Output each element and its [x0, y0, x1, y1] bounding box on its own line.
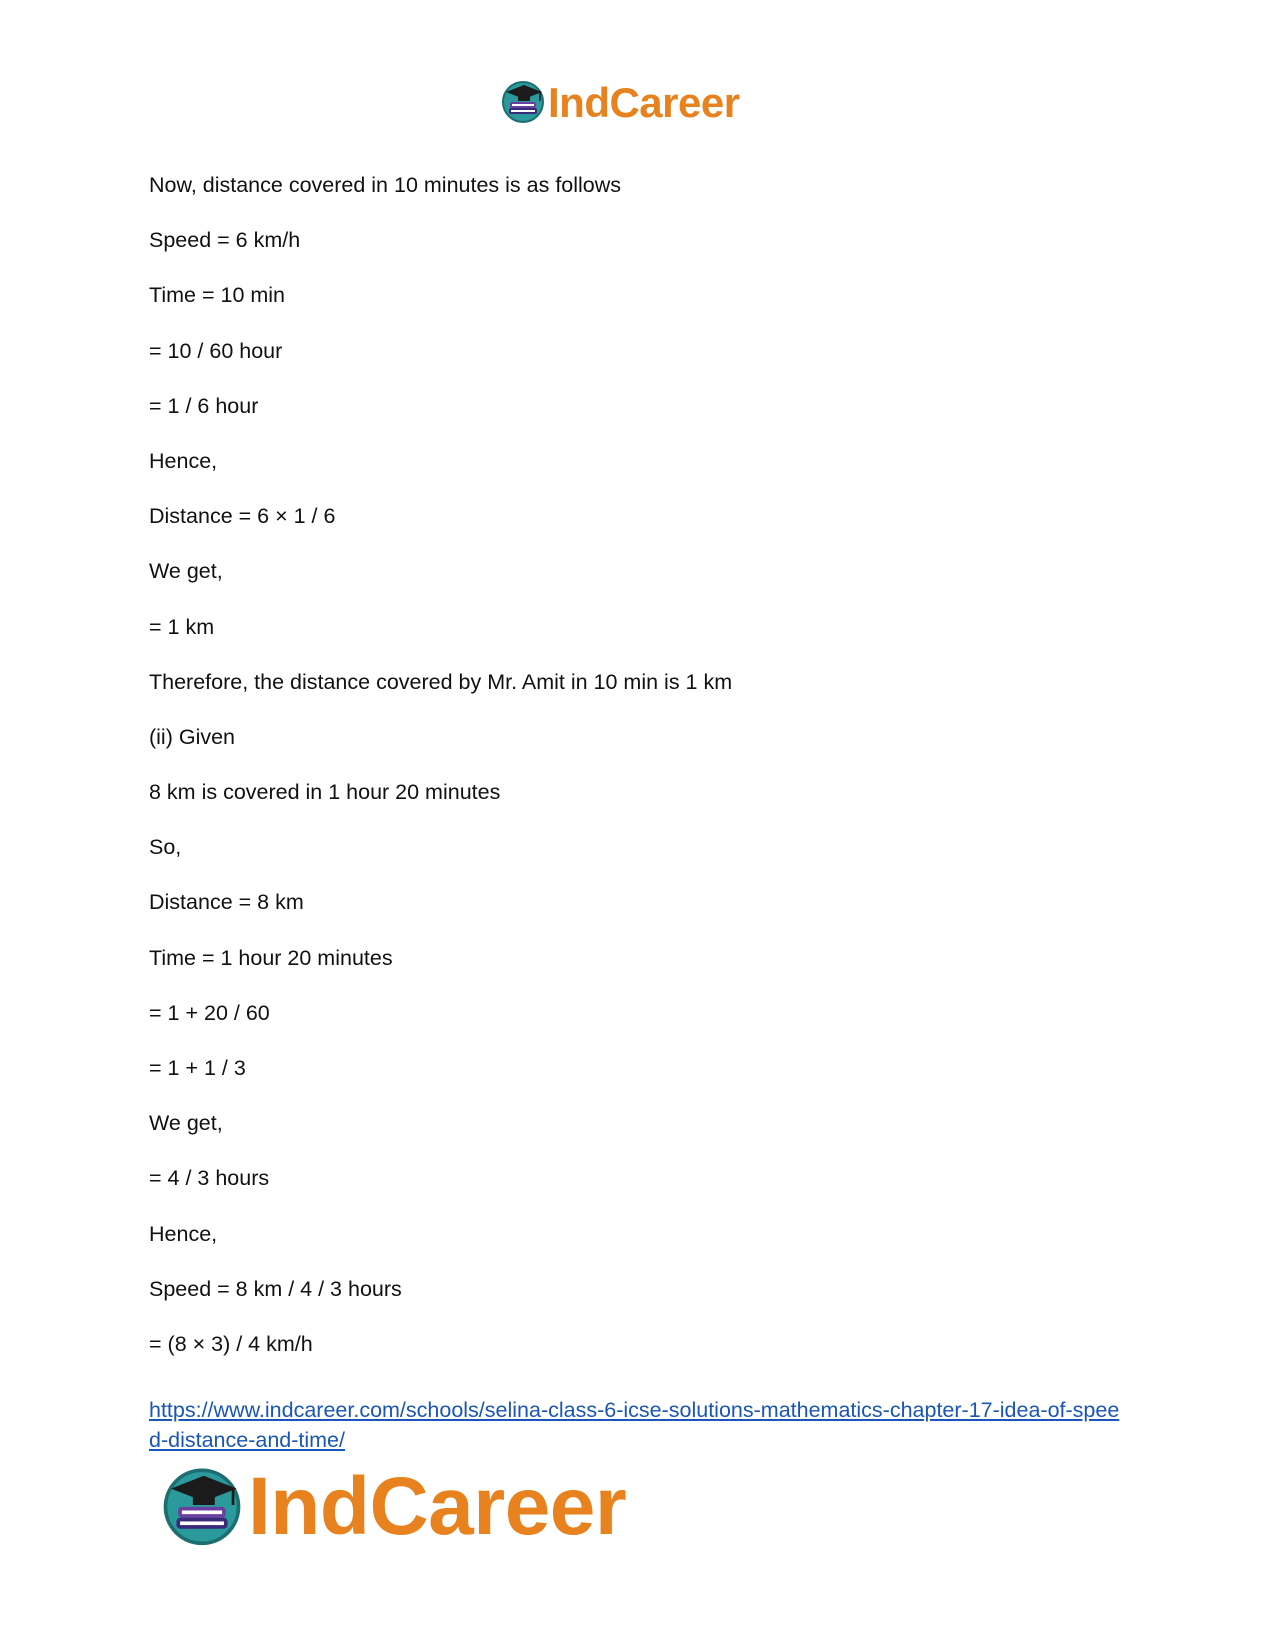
- source-link[interactable]: https://www.indcareer.com/schools/selina-class-6-icse-solutions-mathematics-chapter-17-idea-of-speed-distance-and-time/: [149, 1398, 1120, 1452]
- logo-wordmark: IndCareer: [548, 79, 740, 126]
- text-line: = (8 × 3) / 4 km/h: [149, 1331, 313, 1356]
- text-line: = 4 / 3 hours: [149, 1166, 270, 1191]
- text-line: Distance = 6 × 1 / 6: [149, 504, 336, 529]
- footer-logo: [160, 1462, 626, 1552]
- graduation-books-icon: [160, 1463, 244, 1552]
- text-line: Speed = 6 km/h: [149, 228, 301, 253]
- text-line: = 1 km: [149, 614, 215, 639]
- text-line: Time = 10 min: [149, 283, 286, 308]
- text-line: Hence,: [149, 448, 218, 473]
- text-line: = 1 + 20 / 60: [149, 1000, 270, 1025]
- text-line: So,: [149, 835, 182, 860]
- text-line: Now, distance covered in 10 minutes is as follows: [149, 173, 622, 197]
- text-line: We get,: [149, 1111, 223, 1136]
- text-line: = 10 / 60 hour: [149, 338, 283, 363]
- text-line: Speed = 8 km / 4 / 3 hours: [149, 1276, 402, 1301]
- text-line: Hence,: [149, 1221, 218, 1246]
- text-line: Time = 1 hour 20 minutes: [149, 945, 393, 970]
- graduation-books-icon: [500, 78, 546, 129]
- document-body: [149, 172, 1129, 1386]
- text-line: (ii) Given: [149, 724, 236, 749]
- text-line: = 1 / 6 hour: [149, 393, 259, 418]
- header-logo: [500, 78, 740, 128]
- text-line: Therefore, the distance covered by Mr. Amit in 10 min is 1 km: [149, 669, 733, 694]
- text-line: We get,: [149, 559, 223, 584]
- text-line: Distance = 8 km: [149, 890, 304, 915]
- text-line: 8 km is covered in 1 hour 20 minutes: [149, 780, 501, 805]
- logo-wordmark: IndCareer: [248, 1461, 627, 1552]
- text-line: = 1 + 1 / 3: [149, 1056, 246, 1080]
